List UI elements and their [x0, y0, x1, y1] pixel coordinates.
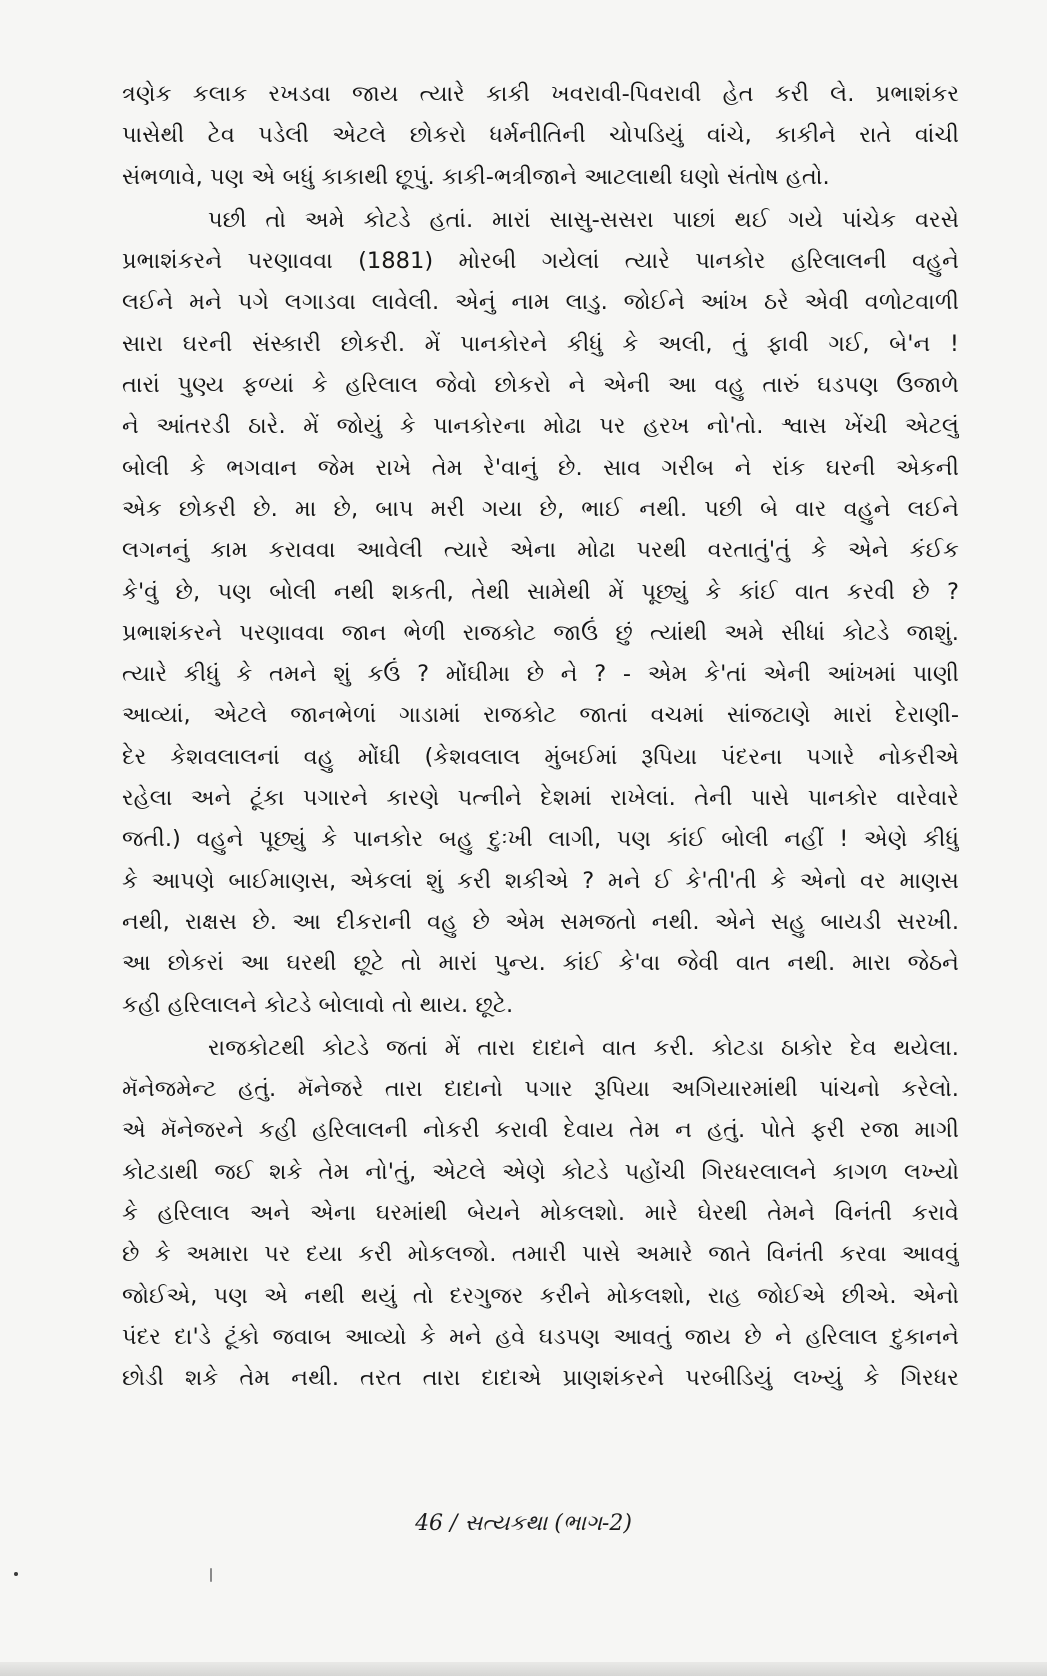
- text-line: દેર કેશવલાલનાં વહુ મોંઘી (કેશવલાલ મુંબઈમાં રૂપિયા પંદરના પગારે નોકરીએ: [122, 743, 959, 770]
- scan-speck: [14, 1572, 18, 1576]
- page-bottom-edge: [0, 1662, 1047, 1676]
- text-line: રાજકોટથી કોટડે જતાં મેં તારા દાદાને વાત કરી. કોટડા ઠાકોર દેવ થયેલા.: [208, 1034, 959, 1061]
- text-line: રહેલા અને ટૂંકા પગારને કારણે પત્નીને દેશમાં રાખેલાં. તેની પાસે પાનકોર વારેવારે: [122, 785, 959, 812]
- page-body-text: [122, 74, 959, 1400]
- page-footer: 46 / સત્યકથા (ભાગ-2): [415, 1511, 632, 1536]
- text-line: પછી તો અમે કોટડે હતાં. મારાં સાસુ-સસરા પાછાં થઈ ગયે પાંચેક વરસે: [208, 206, 959, 233]
- text-line: સારા ઘરની સંસ્કારી છોકરી. મેં પાનકોરને કીધું કે અલી, તું ફાવી ગઈ, બે'ન !: [122, 330, 959, 357]
- scan-speck: [210, 1568, 212, 1582]
- text-line: જતી.) વહુને પૂછ્યું કે પાનકોર બહુ દુઃખી લાગી, પણ કાંઈ બોલી નહીં ! એણે કીધું: [122, 826, 959, 853]
- text-line: પંદર દા'ડે ટૂંકો જવાબ આવ્યો કે મને હવે ઘડપણ આવતું જાય છે ને હરિલાલ દુકાનને: [122, 1323, 959, 1350]
- paragraph-3: [122, 1028, 959, 1400]
- text-line: પ્રભાશંકરને પરણાવવા જાન ભેળી રાજકોટ જાઉં છું ત્યાંથી અમે સીધાં કોટડે જાશું.: [122, 619, 959, 646]
- text-line: ત્રણેક કલાક રખડવા જાય ત્યારે કાકી ખવરાવી-પિવરાવી હેત કરી લે. પ્રભાશંકર: [122, 81, 959, 107]
- text-line: એ મૅનેજરને કહી હરિલાલની નોકરી કરાવી દેવાય તેમ ન હતું. પોતે ફરી રજા માગી: [122, 1117, 959, 1144]
- text-line: ને આંતરડી ઠારે. મેં જોયું કે પાનકોરના મોઢા પર હરખ નો'તો. શ્વાસ ખેંચી એટલું: [122, 413, 959, 440]
- text-line: કહી હરિલાલને કોટડે બોલાવો તો થાય. છૂટે.: [122, 991, 514, 1018]
- text-line: આવ્યાં, એટલે જાનભેળાં ગાડામાં રાજકોટ જાતાં વચમાં સાંજટાણે મારાં દેરાણી-: [122, 702, 959, 729]
- paragraph-1: [122, 74, 959, 198]
- text-line: લગનનું કામ કરાવવા આવેલી ત્યારે એના મોઢા પરથી વરતાતું'તું કે એને કંઈક: [122, 537, 959, 564]
- text-line: તારાં પુણ્ય ફળ્યાં કે હરિલાલ જેવો છોકરો ને એની આ વહુ તારું ઘડપણ ઉજાળે: [122, 372, 959, 399]
- text-line: મૅનેજમેન્ટ હતું. મૅનેજરે તારા દાદાનો પગાર રૂપિયા અગિયારમાંથી પાંચનો કરેલો.: [122, 1076, 959, 1103]
- text-line: સંભળાવે, પણ એ બધું કાકાથી છૂપું. કાકી-ભત્રીજાને આટલાથી ઘણો સંતોષ હતો.: [122, 163, 830, 190]
- text-line: લઈને મને પગે લગાડવા લાવેલી. એનું નામ લાડુ. જોઈને આંખ ઠરે એવી વળોટવાળી: [122, 289, 959, 316]
- text-line: ત્યારે કીધું કે તમને શું કઉં ? મોંઘીમા છે ને ? - એમ કે'તાં એની આંખમાં પાણી: [122, 661, 959, 688]
- text-line: કે હરિલાલ અને એના ઘરમાંથી બેયને મોકલશો. મારે ઘેરથી તેમને વિનંતી કરાવે: [122, 1200, 959, 1227]
- text-line: છોડી શકે તેમ નથી. તરત તારા દાદાએ પ્રાણશંકરને પરબીડિયું લખ્યું કે ગિરધર: [122, 1365, 959, 1392]
- text-line: પાસેથી ટેવ પડેલી એટલે છોકરો ધર્મનીતિની ચોપડિયું વાંચે, કાકીને રાતે વાંચી: [122, 122, 959, 149]
- paragraph-2: [122, 200, 959, 1026]
- text-line: છે કે અમારા પર દયા કરી મોકલજો. તમારી પાસે અમારે જાતે વિનંતી કરવા આવવું: [122, 1241, 959, 1268]
- text-line: કોટડાથી જઈ શકે તેમ નો'તું, એટલે એણે કોટડે પહોંચી ગિરધરલાલને કાગળ લખ્યો: [122, 1158, 959, 1185]
- text-line: નથી, રાક્ષસ છે. આ દીકરાની વહુ છે એમ સમજતો નથી. એને સહુ બાયડી સરખી.: [122, 908, 959, 935]
- text-line: જોઈએ, પણ એ નથી થયું તો દરગુજર કરીને મોકલશો, રાહ જોઈએ છીએ. એનો: [122, 1282, 959, 1309]
- text-line: કે આપણે બાઈમાણસ, એકલાં શું કરી શકીએ ? મને ઈ કે'તી'તી કે એનો વર માણસ: [122, 867, 959, 894]
- text-line: બોલી કે ભગવાન જેમ રાખે તેમ રે'વાનું છે. સાવ ગરીબ ને રાંક ઘરની એકની: [122, 454, 959, 481]
- text-line: આ છોકરાં આ ઘરથી છૂટે તો મારાં પુન્ય. કાંઈ કે'વા જેવી વાત નથી. મારા જેઠને: [122, 950, 959, 977]
- text-line: પ્રભાશંકરને પરણાવવા (1881) મોરબી ગયેલાં ત્યારે પાનકોર હરિલાલની વહુને: [122, 248, 959, 275]
- text-line: કે'વું છે, પણ બોલી નથી શકતી, તેથી સામેથી મેં પૂછ્યું કે કાંઈ વાત કરવી છે ?: [122, 578, 959, 605]
- text-line: એક છોકરી છે. મા છે, બાપ મરી ગયા છે, ભાઈ નથી. પછી બે વાર વહુને લઈને: [122, 495, 959, 522]
